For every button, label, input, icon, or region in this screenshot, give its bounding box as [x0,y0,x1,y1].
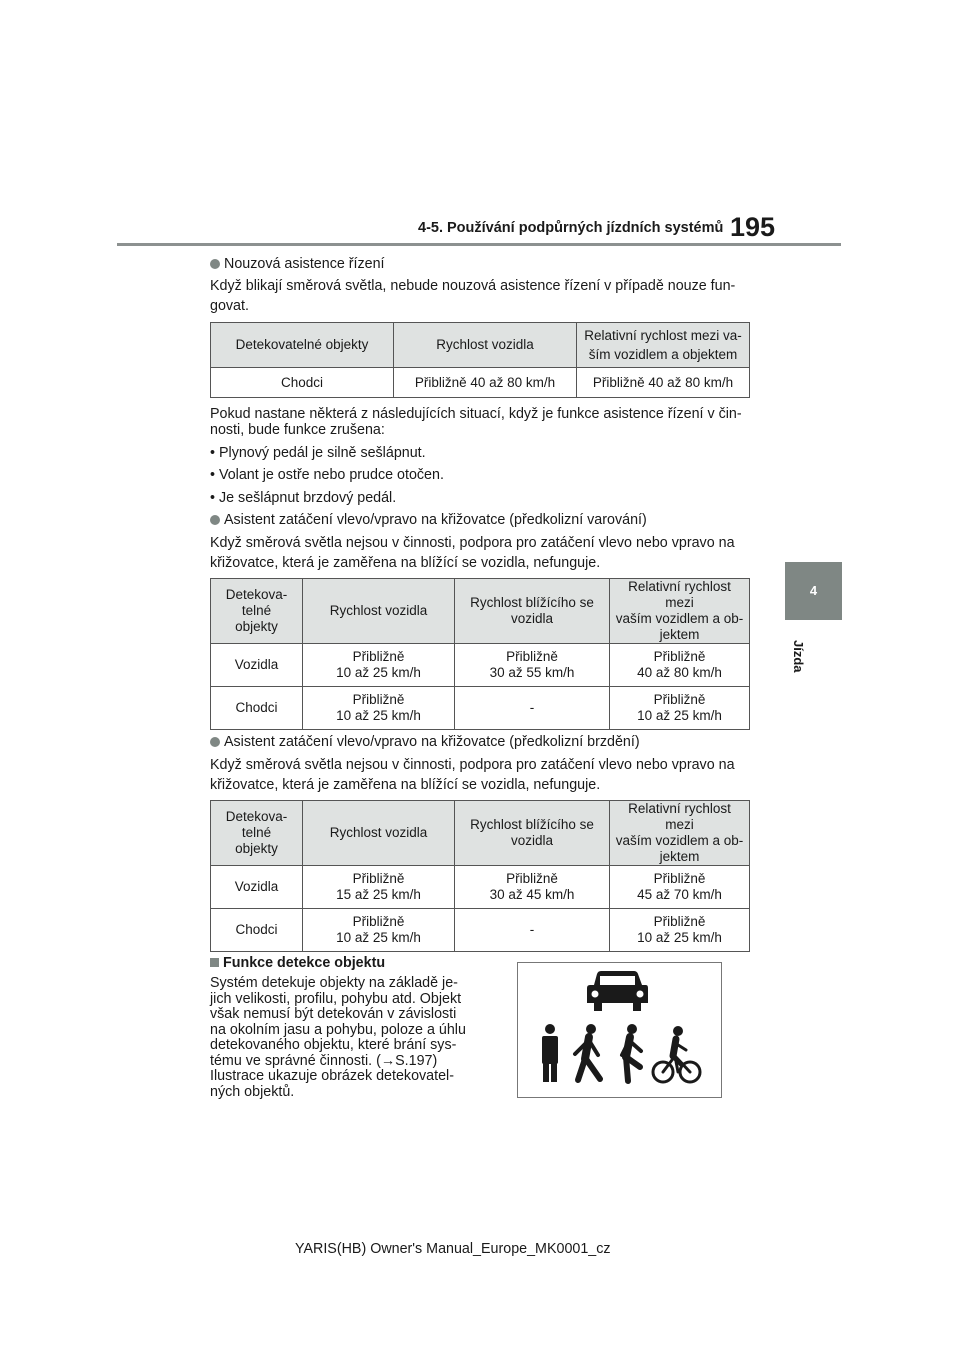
cell-line: Přibližně [352,649,405,664]
bullet-heading-emergency-steering [210,255,385,274]
cell-line: Přibližně [653,649,706,664]
detectable-objects-illustration [517,962,722,1098]
header-line: vozidla [510,611,554,626]
header-line: ším vozidlem a objektem [588,346,738,362]
list-item: • Volant je ostře nebo prudce otočen. [210,467,444,483]
table-cell [303,866,455,909]
page-number: 195 [730,212,776,242]
cell-line: Přibližně [653,692,706,707]
table-cell [610,687,750,730]
paragraph-line: detekovaného objektu, které brání sys- [210,1037,457,1053]
table-cell [211,909,303,952]
header-line: Relativní rychlost mezi [628,801,731,832]
paragraph-line: Pokud nastane některá z následujících situací, když je funkce asistence řízení v čin- [210,406,742,422]
header-line: vozidla [510,833,554,848]
cell-line: 10 až 25 km/h [336,708,421,723]
table-header-cell [610,801,750,866]
table-header-cell: Detekovatelné objekty [211,323,394,368]
header-line: jektem [659,627,700,642]
chapter-label: Jízda [791,640,806,673]
list-item: • Plynový pedál je silně sešlápnut. [210,445,426,461]
table-row [211,644,750,687]
paragraph-line: křižovatce, která je zaměřena na blížící se vozidla, nefunguje. [210,777,601,793]
pedestrian-standing-icon [542,1024,558,1082]
table-cell: Chodci [211,368,394,398]
paragraph-line: Když směrová světla nejsou v činnosti, podpora pro zatáčení vlevo nebo vpravo na [210,535,735,551]
table-turn-braking [210,800,750,952]
table-row [211,368,750,398]
paragraph-line: Když směrová světla nejsou v činnosti, podpora pro zatáčení vlevo nebo vpravo na [210,757,735,773]
header-line: objekty [235,841,278,856]
header-line: Relativní rychlost mezi [628,579,731,610]
table-cell [455,909,610,952]
paragraph-line: nosti, bude funkce zrušena: [210,422,385,438]
header-line: vaším vozidlem a ob- [615,611,744,626]
paragraph-line: na okolním jasu a pohybu, poloze a úhlu [210,1021,466,1038]
table-row [211,866,750,909]
header-line: Rychlost vozidla [329,603,428,618]
table-cell [303,909,455,952]
cell-line: 30 až 55 km/h [489,665,575,680]
header-line: Detekova- [225,587,288,602]
bullet-icon [210,515,220,525]
cell-line: 15 až 25 km/h [336,887,421,902]
table-cell [455,644,610,687]
header-line: telné [241,603,272,618]
table-cell [211,644,303,687]
table-cell [610,909,750,952]
table-header-row [211,579,750,644]
cell-line: Přibližně [653,871,706,886]
cell-line: 10 až 25 km/h [637,930,722,945]
table-header-cell: Rychlost vozidla [394,323,577,368]
cell-line: 30 až 45 km/h [489,887,575,902]
pedestrian-running-icon [622,1024,641,1081]
table-header-row [211,323,750,368]
header-line: jektem [659,849,700,864]
table-header-cell [577,323,750,368]
cell-line: 10 až 25 km/h [637,708,722,723]
cell-line: Přibližně [506,649,558,664]
table-header-cell [610,579,750,644]
table-cell [303,687,455,730]
list-item: • Je sešlápnut brzdový pedál. [210,490,397,506]
table-cell: Přibližně 40 až 80 km/h [577,368,750,398]
table-turn-warning [210,578,750,730]
header-line: objekty [235,619,278,634]
cell-line: 10 až 25 km/h [336,930,421,945]
header-line: Rychlost blížícího se [470,817,594,832]
table-header-cell [455,579,610,644]
table-header-cell [455,801,610,866]
cell-line: 40 až 80 km/h [637,665,722,680]
cell-line: Přibližně [352,914,405,929]
header-line: vaším vozidlem a ob- [615,833,744,848]
table-cell: Přibližně 40 až 80 km/h [394,368,577,398]
paragraph-line: govat. [210,298,249,314]
bullet-text: Asistent zatáčení vlevo/vpravo na křižovatce (předkolizní varování) [224,512,647,528]
table-cell [211,866,303,909]
bullet-icon [210,259,220,269]
cell-line: Chodci [235,922,278,937]
table-header-cell [211,579,303,644]
cell-line: 10 až 25 km/h [336,665,421,680]
cell-line: - [529,922,535,937]
header-line: telné [241,825,272,840]
cell-line: 45 až 70 km/h [637,887,722,902]
table-cell [610,644,750,687]
cell-line: Vozidla [234,657,279,672]
table-cell [211,687,303,730]
cell-line: Přibližně [352,692,405,707]
paragraph-line: Ilustrace ukazuje obrázek detekovatel- [210,1068,454,1084]
header-line: Rychlost blížícího se [470,595,594,610]
table-header-cell [303,579,455,644]
paragraph-line: jich velikosti, profilu, pohybu atd. Objekt [210,990,462,1007]
cell-line: Přibližně [506,871,558,886]
paragraph-line: však nemusí být detekován v závislosti [210,1006,457,1022]
table-cell [455,687,610,730]
header-rule [117,243,841,246]
table-emergency-steering [210,322,750,398]
bullet-text: Nouzová asistence řízení [224,256,385,272]
cell-line: Přibližně [352,871,405,886]
cell-line: Vozidla [234,879,279,894]
footer-text: YARIS(HB) Owner's Manual_Europe_MK0001_cz [295,1241,611,1257]
table-cell [610,866,750,909]
cell-line: - [529,700,535,715]
paragraph-line: křižovatce, která je zaměřena na blížící se vozidla, nefunguje. [210,555,601,571]
subheading-object-detection [210,954,385,973]
table-header-row [211,801,750,866]
cyclist-icon [653,1026,700,1082]
cell-line: Přibližně [653,914,706,929]
bullet-icon [210,737,220,747]
illustration-svg [518,963,721,1097]
header-line: Rychlost vozidla [329,825,428,840]
bullet-heading-turn-braking [210,733,640,752]
subheading-text: Funkce detekce objektu [223,955,386,971]
pedestrian-walking-icon [575,1024,600,1080]
paragraph-line: tému ve správné činnosti. (→S.197) [210,1052,438,1069]
section-title: 4-5. Používání podpůrných jízdních systémů [418,220,724,236]
table-header-cell [303,801,455,866]
bullet-text: Asistent zatáčení vlevo/vpravo na křižovatce (předkolizní brzdění) [224,734,640,750]
chapter-tab: 4 [785,562,842,620]
square-bullet-icon [210,958,219,967]
table-cell [455,866,610,909]
table-cell [303,644,455,687]
cell-line: Chodci [235,700,278,715]
header-line: Detekova- [225,809,288,824]
car-icon [587,971,648,1011]
header-line: Relativní rychlost mezi va- [584,327,742,343]
table-header-cell [211,801,303,866]
bullet-heading-turn-warning [210,511,647,530]
table-row [211,687,750,730]
paragraph-line: Když blikají směrová světla, nebude nouzová asistence řízení v případě nouze fun- [210,278,736,294]
paragraph-line: Systém detekuje objekty na základě je- [210,975,458,991]
table-row [211,909,750,952]
paragraph-line: ných objektů. [210,1083,295,1100]
